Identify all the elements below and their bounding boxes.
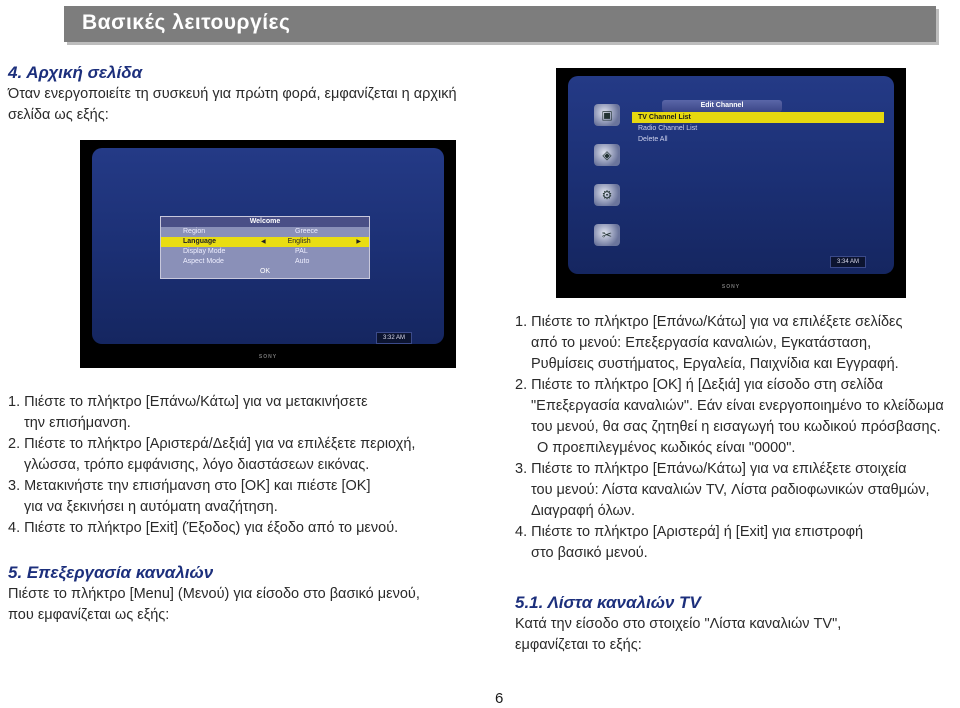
section-5-steps — [515, 312, 944, 564]
edit-channel-screen-photo — [556, 68, 906, 298]
left-arrow-icon: ◀ — [261, 239, 266, 245]
menu-row-language — [161, 237, 369, 247]
intro-line: Όταν ενεργοποιείτε τη συσκευή για πρώτη φορά, εμφανίζεται η αρχική — [8, 86, 457, 102]
intro-line: Πιέστε το πλήκτρο [Menu] (Μενού) για είσοδο στο βασικό μενού, — [8, 586, 420, 602]
menu-row-aspect-mode — [161, 257, 369, 267]
step-line: Ο προεπιλεγμένος κωδικός είναι "0000". — [537, 440, 796, 456]
menu-row-label: Display Mode — [183, 248, 226, 255]
ok-button: OK — [259, 268, 271, 275]
welcome-menu-title: Welcome — [161, 217, 369, 227]
section-4-title: 4. Αρχική σελίδα — [8, 63, 143, 82]
installation-icon: ◈ — [594, 144, 620, 166]
menu-item-delete-all: Delete All — [638, 136, 668, 143]
edit-channel-icon: ▣ — [594, 104, 620, 126]
tv-screen — [568, 76, 894, 274]
menu-row-value: English — [287, 238, 311, 245]
right-arrow-icon: ▶ — [356, 239, 361, 245]
clock-display: 3:34 AM — [830, 256, 866, 268]
menu-row-label: Region — [183, 228, 206, 235]
step-line: από το μενού: Επεξεργασία καναλιών, Εγκατάσταση, — [531, 335, 872, 351]
edit-channel-menu-title: Edit Channel — [662, 100, 782, 112]
menu-row-value: Auto — [295, 258, 310, 265]
tv-screen — [92, 148, 444, 344]
section-5-1-title: 5.1. Λίστα καναλιών TV — [515, 593, 701, 612]
step-line: 4. Πιέστε το πλήκτρο [Exit] (Έξοδος) για έξοδο από το μενού. — [8, 520, 399, 536]
step-line: γλώσσα, τρόπο εμφάνισης, λόγο διαστάσεων εικόνας. — [24, 457, 370, 473]
system-setup-icon: ⚙ — [594, 184, 620, 206]
section-5-title: 5. Επεξεργασία καναλιών — [8, 563, 214, 582]
tv-brand-logo: SONY — [258, 354, 278, 360]
step-line: την επισήμανση. — [24, 415, 131, 431]
step-line: 3. Πιέστε το πλήκτρο [Επάνω/Κάτω] για να επιλέξετε στοιχεία — [515, 461, 907, 477]
intro-line: που εμφανίζεται ως εξής: — [8, 607, 170, 623]
section-4-steps — [8, 392, 415, 539]
welcome-menu — [160, 216, 370, 279]
clock-display: 3:32 AM — [376, 332, 412, 344]
section-4-intro — [8, 84, 457, 126]
page-number: 6 — [495, 690, 504, 707]
step-line: του μενού: Λίστα καναλιών TV, Λίστα ραδιοφωνικών σταθμών, — [531, 482, 930, 498]
edit-channel-menu — [632, 100, 884, 156]
section-header-bar — [64, 6, 936, 42]
step-line: του μενού, θα σας ζητηθεί η εισαγωγή του κωδικού πρόσβασης. — [531, 419, 941, 435]
tools-icon: ✂ — [594, 224, 620, 246]
intro-line: σελίδα ως εξής: — [8, 107, 109, 123]
step-line: 1. Πιέστε το πλήκτρο [Επάνω/Κάτω] για να επιλέξετε σελίδες — [515, 314, 903, 330]
step-line: Διαγραφή όλων. — [531, 503, 636, 519]
welcome-screen-photo — [80, 140, 456, 368]
step-line: 3. Μετακινήστε την επισήμανση στο [OK] και πιέστε [OK] — [8, 478, 371, 494]
step-line: 1. Πιέστε το πλήκτρο [Επάνω/Κάτω] για να μετακινήσετε — [8, 394, 368, 410]
menu-row-display-mode — [161, 247, 369, 257]
intro-line: Κατά την είσοδο στο στοιχείο "Λίστα καναλιών TV", — [515, 616, 842, 632]
tv-brand-logo: SONY — [721, 284, 741, 290]
section-5-1-intro — [515, 614, 841, 656]
menu-row-label: Language — [183, 238, 217, 245]
step-line: 2. Πιέστε το πλήκτρο [OK] ή [Δεξιά] για είσοδο στη σελίδα — [515, 377, 884, 393]
section-5-intro — [8, 584, 420, 626]
menu-row-region — [161, 227, 369, 237]
step-line: 4. Πιέστε το πλήκτρο [Αριστερά] ή [Exit] για επιστροφή — [515, 524, 864, 540]
step-line: για να ξεκινήσει η αυτόματη αναζήτηση. — [24, 499, 278, 515]
main-menu-icons — [594, 104, 626, 264]
step-line: στο βασικό μενού. — [531, 545, 648, 561]
menu-item-tv-channel-list: TV Channel List — [632, 112, 884, 123]
step-line: Ρυθμίσεις συστήματος, Εργαλεία, Παιχνίδια και Εγγραφή. — [531, 356, 899, 372]
section-header-title: Βασικές λειτουργίες — [82, 11, 291, 34]
menu-item-radio-channel-list: Radio Channel List — [638, 125, 698, 132]
menu-row-value: PAL — [295, 248, 308, 255]
step-line: "Επεξεργασία καναλιών". Εάν είναι ενεργοποιημένο το κλείδωμα — [531, 398, 944, 414]
menu-row-label: Aspect Mode — [183, 258, 224, 265]
intro-line: εμφανίζεται το εξής: — [515, 637, 642, 653]
menu-row-value: Greece — [295, 228, 318, 235]
step-line: 2. Πιέστε το πλήκτρο [Αριστερά/Δεξιά] για να επιλέξετε περιοχή, — [8, 436, 416, 452]
